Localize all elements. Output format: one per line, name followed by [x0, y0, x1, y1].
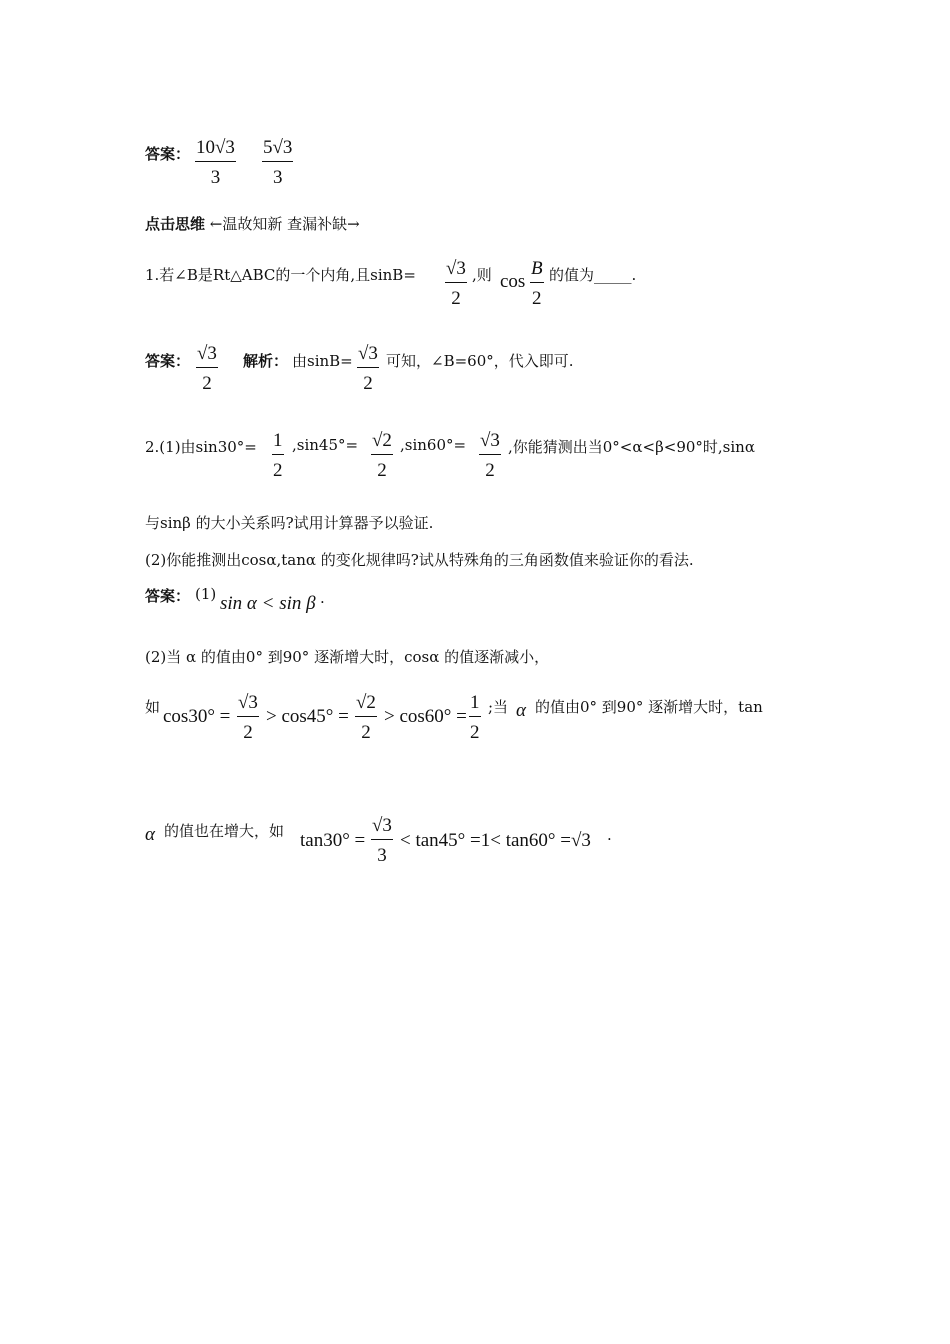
q1-fraction-root-three-over-two [445, 258, 467, 310]
denominator: 2 [377, 460, 387, 481]
numerator: √2 [355, 692, 377, 717]
a2-fraction-root-three-over-three [371, 815, 393, 867]
denominator: 2 [363, 373, 373, 394]
denominator: 3 [210, 167, 221, 188]
question-2-line-2: 与sinβ 的大小关系吗?试用计算器予以验证. [145, 514, 434, 532]
denominator: 3 [377, 845, 387, 866]
semicolon-dang: ;当 [488, 698, 509, 716]
numerator: 1 [272, 430, 284, 455]
cos-function: cos [500, 271, 526, 292]
numerator: B [530, 258, 544, 283]
q2-fraction-root-two-over-two [371, 430, 393, 482]
numerator: √3 [237, 692, 259, 717]
question-1-mid: ,则 [472, 266, 492, 284]
q2-fraction-root-three-over-two [479, 430, 501, 482]
cos45-expression: > cos45° = [266, 706, 349, 727]
question-1-suffix: 的值为_____. [549, 266, 637, 284]
question-1-prefix: 1.若∠B是Rt△ABC的一个内角,且sinB= [145, 266, 416, 284]
denominator: 2 [243, 722, 253, 743]
cos30-expression: cos30° = [163, 706, 231, 727]
denominator: 2 [485, 460, 495, 481]
denominator: 2 [532, 288, 542, 309]
denominator: 2 [273, 460, 283, 481]
answer-label: 答案： [145, 587, 191, 605]
a2-fraction-root-two-over-two [355, 692, 377, 744]
a2-fraction-one-half [469, 692, 481, 744]
section-heading [145, 213, 360, 234]
cos60-expression: > cos60° = [384, 706, 467, 727]
question-2-part-4: ,你能猜测出当0°<α<β<90°时,sinα [508, 438, 755, 456]
answer-2-inequality: sin α < sin β [220, 593, 316, 614]
analysis-label: 解析： [243, 352, 289, 370]
a2-fraction-root-three-over-two [237, 692, 259, 744]
numerator: √2 [371, 430, 393, 455]
denominator: 2 [451, 288, 461, 309]
fraction-ten-root-three-over-three [195, 137, 236, 189]
numerator: 10√3 [195, 137, 236, 162]
answer-2-ru: 如 [145, 698, 161, 716]
question-2-part-3: ,sin60°= [400, 436, 467, 454]
analysis-text-2: 可知，∠B=60°，代入即可. [386, 352, 574, 370]
answer-2-part-1-label: (1) [195, 585, 217, 603]
analysis-text-1: 由sinB= [292, 352, 353, 370]
tan-chain-expression: < tan45° =1< tan60° =√3 [400, 830, 591, 851]
numerator: 1 [469, 692, 481, 717]
period: . [320, 589, 325, 607]
a1-fraction-root-three-over-two-2 [357, 343, 379, 395]
answer-2-line-2: (2)当 α 的值由0° 到90° 逐渐增大时，cosα 的值逐渐减小， [145, 648, 550, 666]
q1-fraction-b-over-two [530, 258, 544, 310]
fraction-five-root-three-over-three [262, 137, 293, 189]
numerator: √3 [357, 343, 379, 368]
period: . [607, 826, 612, 844]
alpha-symbol: α [516, 700, 526, 721]
answer-label: 答案： [145, 145, 191, 163]
answer-label: 答案： [145, 352, 191, 370]
denominator: 2 [470, 722, 480, 743]
alpha-symbol: α [145, 824, 155, 845]
denominator: 2 [202, 373, 212, 394]
numerator: √3 [371, 815, 393, 840]
numerator: 5√3 [262, 137, 293, 162]
answer-2-line-3-tail: 的值由0° 到90° 逐渐增大时，tan [535, 698, 763, 716]
numerator: √3 [479, 430, 501, 455]
question-2-part-1: 2.(1)由sin30°= [145, 438, 257, 456]
section-title: 点击思维 [145, 215, 206, 233]
a1-fraction-root-three-over-two [196, 343, 218, 395]
denominator: 3 [272, 167, 283, 188]
question-2-line-3: (2)你能推测出cosα,tanα 的变化规律吗?试从特殊角的三角函数值来验证你的看法. [145, 551, 694, 569]
numerator: √3 [196, 343, 218, 368]
answer-2-line-4: 的值也在增大，如 [164, 822, 285, 840]
question-2-part-2: ,sin45°= [292, 436, 359, 454]
denominator: 2 [361, 722, 371, 743]
section-subtitle: ←温故知新 查漏补缺→ [209, 215, 360, 233]
tan30-expression: tan30° = [300, 830, 366, 851]
numerator: √3 [445, 258, 467, 283]
q2-fraction-one-half [272, 430, 284, 482]
